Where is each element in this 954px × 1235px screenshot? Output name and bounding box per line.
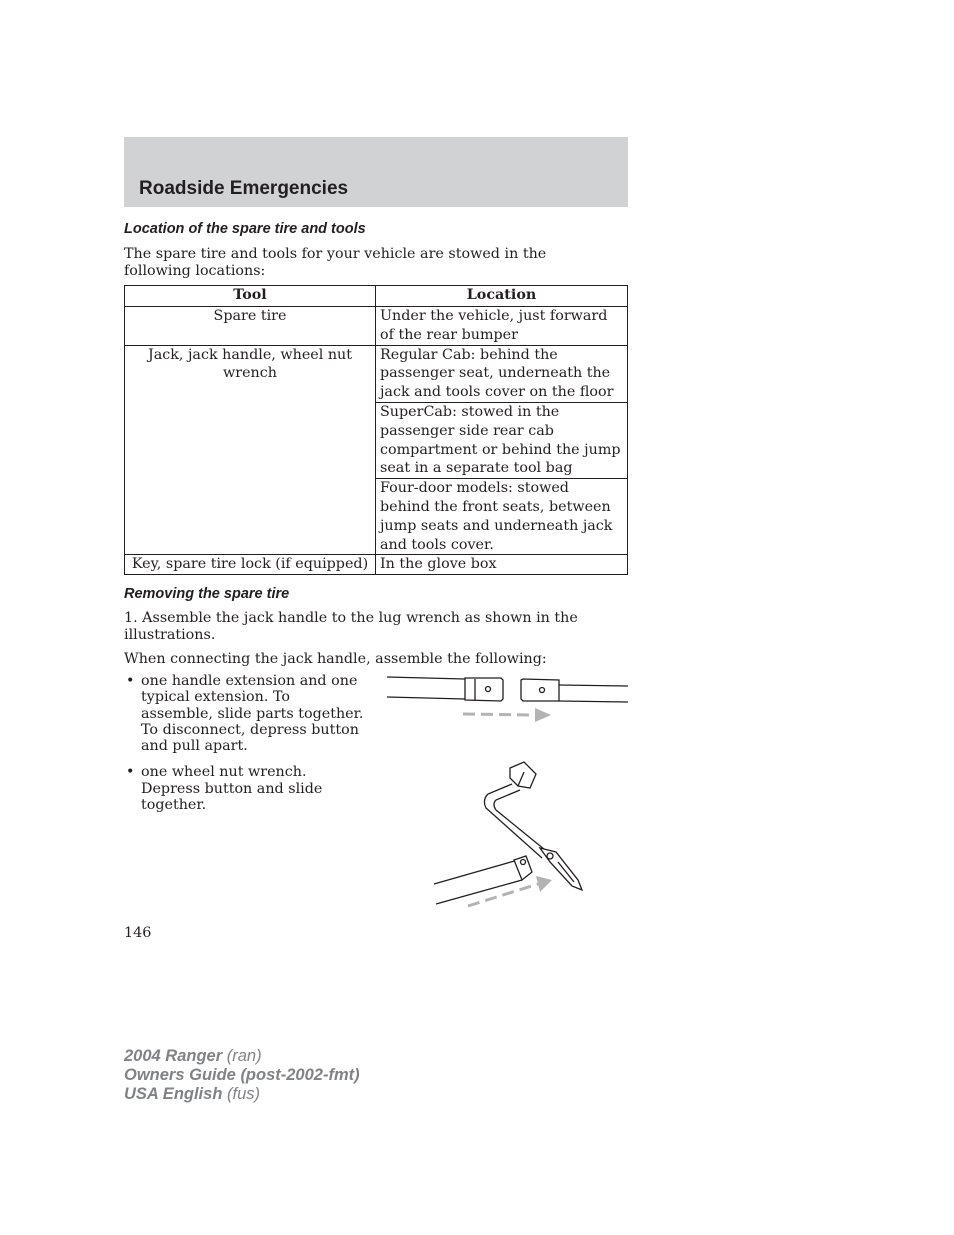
footer-model-code: (ran) xyxy=(226,1047,262,1065)
location-cell: Regular Cab: behind the passenger seat, underneath the jack and tools cover on the floor xyxy=(376,345,628,402)
page-number: 146 xyxy=(124,925,152,941)
location-cell: In the glove box xyxy=(376,555,628,575)
tool-cell: Jack, jack handle, wheel nut wrench xyxy=(125,345,376,555)
footer-line-3 xyxy=(124,1085,360,1104)
heading-removing-spare-tire: Removing the spare tire xyxy=(124,586,290,602)
table-header-row xyxy=(125,286,628,307)
step-1-paragraph: 1. Assemble the jack handle to the lug wrench as shown in the illustrations. xyxy=(124,610,578,643)
tool-cell: Spare tire xyxy=(125,307,376,346)
bullet-text: one handle extension and one typical extension. To assemble, slide parts together. To disconnect, depress button and pull apart. xyxy=(141,673,364,755)
footer-guide: Owners Guide (post-2002-fmt) xyxy=(124,1066,360,1084)
tools-location-table xyxy=(124,285,628,575)
section-title: Roadside Emergencies xyxy=(139,178,349,199)
footer-model: 2004 Ranger xyxy=(124,1047,223,1065)
handle-extension-illustration xyxy=(385,670,630,730)
table-row xyxy=(125,307,628,346)
section-header-band xyxy=(124,137,628,207)
bullet-text: one wheel nut wrench. Depress button and slide together. xyxy=(141,764,323,814)
footer-line-1 xyxy=(124,1047,360,1066)
location-cell: SuperCab: stowed in the passenger side rear cab compartment or behind the jump seat in a separate tool bag xyxy=(376,402,628,478)
tool-cell: Key, spare tire lock (if equipped) xyxy=(125,555,376,575)
column-header-location: Location xyxy=(376,286,628,307)
location-cell: Under the vehicle, just forward of the rear bumper xyxy=(376,307,628,346)
footer-line-2 xyxy=(124,1066,360,1085)
footer-language-code: (fus) xyxy=(227,1085,260,1103)
list-item xyxy=(124,764,364,813)
heading-spare-tire-location: Location of the spare tire and tools xyxy=(124,221,366,237)
footer-language: USA English xyxy=(124,1085,223,1103)
list-item xyxy=(124,673,364,754)
assembly-bullet-list xyxy=(124,673,364,823)
intro-paragraph: The spare tire and tools for your vehicle are stowed in the following locations: xyxy=(124,246,547,279)
assembly-lead-paragraph: When connecting the jack handle, assemble the following: xyxy=(124,651,547,667)
document-footer xyxy=(124,1047,360,1104)
table-row xyxy=(125,345,628,402)
table-row xyxy=(125,555,628,575)
wheel-nut-wrench-illustration xyxy=(432,760,592,915)
location-cell: Four-door models: stowed behind the front seats, between jump seats and underneath jack and tools cover. xyxy=(376,479,628,555)
bullet-icon: • xyxy=(126,673,135,689)
column-header-tool: Tool xyxy=(125,286,376,307)
bullet-icon: • xyxy=(126,764,135,781)
